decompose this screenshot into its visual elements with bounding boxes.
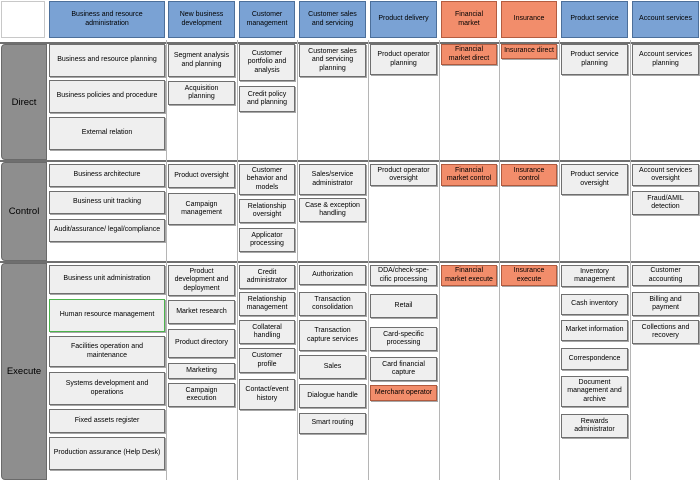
component-box-highlighted: Merchant operator	[370, 385, 437, 401]
component-box: Inventory management	[561, 265, 628, 287]
component-box: Audit/assurance/ legal/compliance	[49, 219, 165, 242]
column-header-customer-sales-servicing: Customer sales and servicing	[299, 1, 366, 38]
component-box: Customer behavior and models	[239, 164, 295, 195]
component-box: Product directory	[168, 329, 235, 358]
component-box: Credit policy and planning	[239, 86, 295, 112]
component-box: Relationship management	[239, 292, 295, 316]
component-box: Dialogue handle	[299, 384, 366, 408]
row-label-control: Control	[1, 162, 47, 261]
component-box: Facilities operation and maintenance	[49, 336, 165, 367]
column-header-business-resource-admin: Business and resource administration	[49, 1, 165, 38]
component-box-highlighted: Insurance direct	[501, 44, 557, 59]
component-box: Segment analysis and planning	[168, 44, 235, 77]
component-box: Case & exception handling	[299, 198, 366, 222]
component-box: Customer profile	[239, 348, 295, 373]
component-box-highlighted: Financial market direct	[441, 44, 497, 65]
component-box: Product oversight	[168, 164, 235, 188]
component-box: Product operator planning	[370, 44, 437, 75]
component-box: Relationship oversight	[239, 199, 295, 223]
component-box: Smart routing	[299, 413, 366, 434]
component-box: Business and resource planning	[49, 44, 165, 77]
component-box: Account services planning	[632, 44, 699, 75]
component-box: Customer portfolio and analysis	[239, 44, 295, 81]
component-box: Correspondence	[561, 348, 628, 370]
row-label-execute: Execute	[1, 263, 47, 480]
component-box: Customer accounting	[632, 265, 699, 286]
component-box: Campaign execution	[168, 383, 235, 407]
component-box: Collections and recovery	[632, 320, 699, 344]
component-box: Retail	[370, 294, 437, 318]
component-box-highlighted: Human resource management	[49, 299, 165, 332]
component-box: Business unit tracking	[49, 191, 165, 214]
component-box: Acquisition planning	[168, 81, 235, 105]
component-box: Fraud/AMIL detection	[632, 191, 699, 215]
component-box: Card-specific processing	[370, 327, 437, 351]
component-box: Systems development and operations	[49, 372, 165, 405]
component-box: Market research	[168, 300, 235, 324]
component-box: Fixed assets register	[49, 409, 165, 433]
corner-cell	[1, 1, 45, 38]
component-box: Cash inventory	[561, 294, 628, 315]
component-box: Card financial capture	[370, 357, 437, 381]
column-header-new-business-development: New business development	[168, 1, 235, 38]
component-box: Transaction consolidation	[299, 292, 366, 316]
component-box-highlighted: Insurance execute	[501, 265, 557, 286]
component-box: Customer sales and servicing planning	[299, 44, 366, 77]
component-box: Product operator oversight	[370, 164, 437, 186]
column-header-product-service: Product service	[561, 1, 628, 38]
component-box: Product service oversight	[561, 164, 628, 195]
component-box-highlighted: Insurance control	[501, 164, 557, 186]
column-header-financial-market: Financial market	[441, 1, 497, 38]
component-box: Campaign management	[168, 193, 235, 225]
component-box: Business policies and procedure	[49, 80, 165, 113]
component-box: Account services oversight	[632, 164, 699, 186]
component-box: Document management and archive	[561, 376, 628, 407]
component-box: Production assurance (Help Desk)	[49, 437, 165, 470]
column-header-account-services: Account services	[632, 1, 699, 38]
component-box-highlighted: Financial market execute	[441, 265, 497, 286]
component-box: External relation	[49, 117, 165, 150]
component-box: Applicator processing	[239, 228, 295, 252]
column-header-customer-management: Customer management	[239, 1, 295, 38]
component-box: Product service planning	[561, 44, 628, 75]
component-box: Collateral handling	[239, 320, 295, 344]
column-header-insurance: Insurance	[501, 1, 557, 38]
component-box: Rewards administrator	[561, 414, 628, 438]
component-box: Sales	[299, 355, 366, 379]
component-box: Transaction capture services	[299, 320, 366, 351]
component-box: Authorization	[299, 265, 366, 285]
component-box: Business unit administration	[49, 265, 165, 294]
component-box: Market information	[561, 320, 628, 341]
component-box: Billing and payment	[632, 292, 699, 316]
row-label-direct: Direct	[1, 44, 47, 160]
column-header-product-delivery: Product delivery	[370, 1, 437, 38]
component-box: Business architecture	[49, 164, 165, 187]
component-box: Sales/service administrator	[299, 164, 366, 195]
component-box: DDA/check-spe- cific processing	[370, 265, 437, 286]
component-box: Credit administrator	[239, 265, 295, 289]
component-box: Marketing	[168, 363, 235, 379]
component-box: Contact/event history	[239, 379, 295, 410]
component-box-highlighted: Financial market control	[441, 164, 497, 186]
component-box: Product development and deployment	[168, 265, 235, 296]
